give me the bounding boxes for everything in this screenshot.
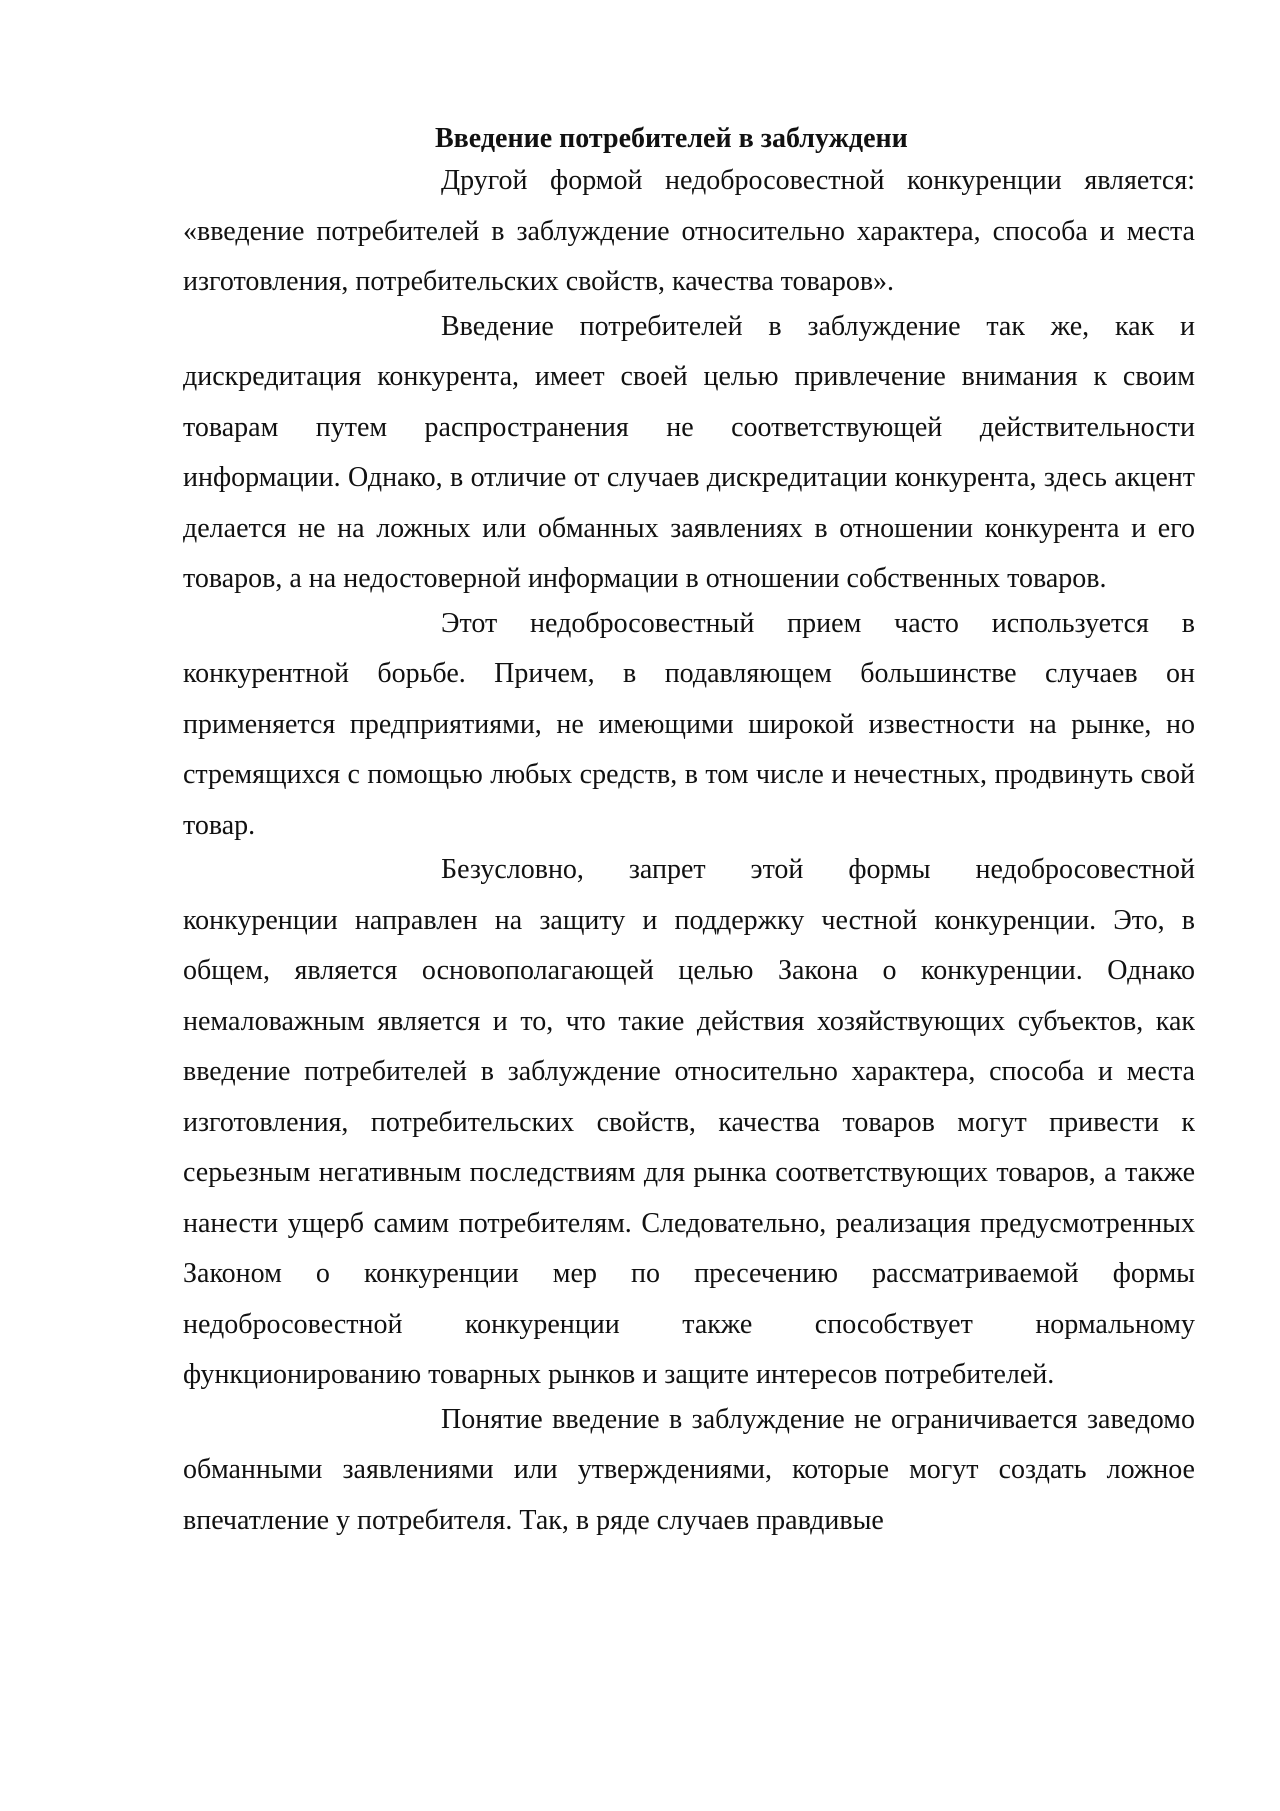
- paragraph: Понятие введение в заблуждение не ограничивается заведомо обманными заявлениями или утверждениями, которые могут создать ложное впечатление у потребителя. Так, в ряде случаев правдивые: [183, 1403, 1195, 1536]
- document-title: Введение потребителей в заблуждени: [435, 123, 908, 154]
- paragraph: Безусловно, запрет этой формы недобросовестной конкуренции направлен на защиту и поддержку честной конкуренции. Это, в общем, является основополагающей целью Закона о конкуренции. Однако немаловажным является и то, что такие действия хозяйствующих субъектов, как введение потребителей в заблуждение относительно характера, способа и места изготовления, потребительских свойств, качества товаров могут привести к серьезным негативным последствиям для рынка соответствующих товаров, а также нанести ущерб самим потребителям. Следовательно, реализация предусмотренных Законом о конкуренции мер по пресечению рассматриваемой формы недобросовестной конкуренции также способствует нормальному функционированию товарных рынков и защите интересов потребителей.: [183, 854, 1195, 1390]
- document-body: [183, 118, 1195, 1546]
- paragraph: Этот недобросовестный прием часто используется в конкурентной борьбе. Причем, в подавляющем большинстве случаев он применяется предприятиями, не имеющими широкой известности на рынке, но стремящихся с помощью любых средств, в том числе и нечестных, продвинуть свой товар.: [183, 607, 1195, 841]
- paragraph: Другой формой недобросовестной конкуренции является: «введение потребителей в заблуждение относительно характера, способа и места изготовления, потребительских свойств, качества товаров».: [183, 165, 1195, 297]
- paragraph: Введение потребителей в заблуждение так же, как и дискредитация конкурента, имеет своей целью привлечение внимания к своим товарам путем распространения не соответствующей действительности информации. Однако, в отличие от случаев дискредитации конкурента, здесь акцент делается не на ложных или обманных заявлениях в отношении конкурента и его товаров, а на недостоверной информации в отношении собственных товаров.: [183, 310, 1195, 594]
